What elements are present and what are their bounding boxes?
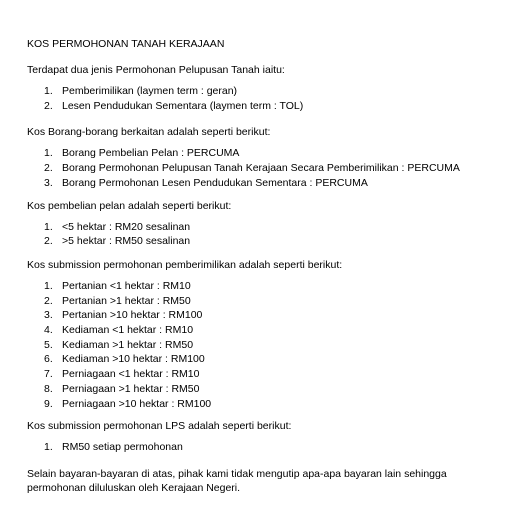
list-number: 2. (44, 99, 53, 112)
document-body (27, 38, 507, 496)
list-item-text: Pertanian >10 hektar : RM100 (62, 309, 203, 322)
list-number: 1. (44, 441, 53, 454)
list-item-text: Borang Pembelian Pelan : PERCUMA (62, 147, 240, 160)
list-item-text: RM50 setiap permohonan (62, 441, 183, 454)
list-item (27, 352, 507, 367)
section-3-list (27, 220, 507, 249)
section-1-intro: Terdapat dua jenis Permohonan Pelupusan Tanah iaitu: (27, 64, 285, 76)
document-title: KOS PERMOHONAN TANAH KERAJAAN (27, 38, 225, 50)
list-item (27, 99, 507, 114)
list-item-text: Lesen Pendudukan Sementara (laymen term : TOL) (62, 99, 304, 112)
list-item (27, 294, 507, 309)
list-item (27, 440, 507, 455)
list-item-text: Kediaman >1 hektar : RM50 (62, 338, 194, 351)
list-item-text: Kediaman >10 hektar : RM100 (62, 353, 205, 366)
list-number: 4. (44, 324, 53, 337)
list-number: 1. (44, 220, 53, 233)
list-number: 8. (44, 382, 53, 395)
list-item-text: Perniagaan <1 hektar : RM10 (62, 368, 200, 381)
section-2-list (27, 146, 507, 190)
section-5-list (27, 440, 507, 455)
list-number: 7. (44, 368, 53, 381)
list-item (27, 161, 507, 176)
list-item (27, 367, 507, 382)
list-item (27, 234, 507, 249)
list-number: 1. (44, 85, 53, 97)
list-item (27, 220, 507, 235)
list-item (27, 146, 507, 161)
list-item-text: Pertanian >1 hektar : RM50 (62, 294, 191, 307)
list-number: 2. (44, 235, 53, 248)
list-number: 5. (44, 338, 53, 351)
list-number: 2. (44, 162, 53, 175)
list-number: 9. (44, 397, 53, 410)
list-number: 1. (44, 279, 53, 292)
list-item-text: Borang Permohonan Lesen Pendudukan Sementara : PERCUMA (62, 176, 368, 189)
list-number: 3. (44, 309, 53, 322)
list-item-text: Borang Permohonan Pelupusan Tanah Kerajaan Secara Pemberimilikan : PERCUMA (62, 162, 460, 175)
section-3-intro: Kos pembelian pelan adalah seperti berikut: (27, 199, 232, 212)
section-4-list (27, 279, 507, 411)
list-item (27, 308, 507, 323)
list-item (27, 382, 507, 397)
list-item-text: Pertanian <1 hektar : RM10 (62, 279, 191, 292)
list-item-text: <5 hektar : RM20 sesalinan (62, 220, 191, 233)
section-4-intro: Kos submission permohonan pemberimilikan adalah seperti berikut: (27, 258, 343, 271)
list-item (27, 176, 507, 191)
closing-paragraph: Selain bayaran-bayaran di atas, pihak kami tidak mengutip apa-apa bayaran lain sehingga permohonan diluluskan oleh Kerajaan Negeri. (27, 467, 447, 495)
list-number: 6. (44, 353, 53, 366)
list-item (27, 84, 507, 99)
list-item-text: Pemberimilikan (laymen term : geran) (62, 85, 238, 97)
section-2-intro: Kos Borang-borang berkaitan adalah seperti berikut: (27, 126, 271, 139)
section-5-intro: Kos submission permohonan LPS adalah seperti berikut: (27, 420, 292, 433)
list-item (27, 323, 507, 338)
list-item (27, 279, 507, 294)
list-number: 2. (44, 294, 53, 307)
list-item-text: Perniagaan >10 hektar : RM100 (62, 397, 212, 410)
section-1-list (27, 84, 507, 113)
list-item-text: >5 hektar : RM50 sesalinan (62, 235, 191, 248)
list-number: 1. (44, 147, 53, 160)
list-item-text: Perniagaan >1 hektar : RM50 (62, 382, 200, 395)
list-number: 3. (44, 176, 53, 189)
list-item (27, 338, 507, 353)
list-item-text: Kediaman <1 hektar : RM10 (62, 324, 194, 337)
list-item (27, 397, 507, 412)
